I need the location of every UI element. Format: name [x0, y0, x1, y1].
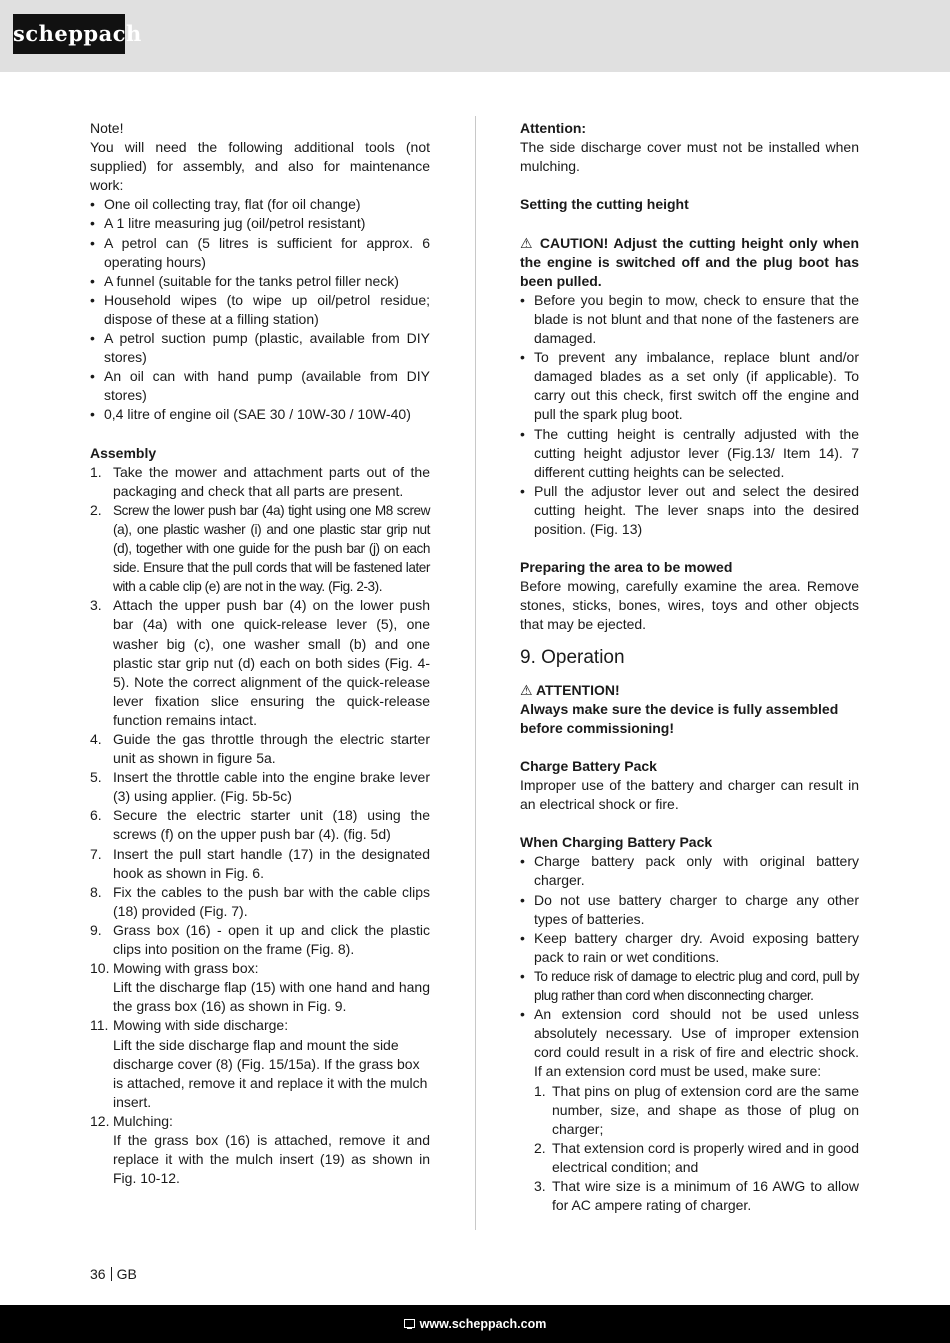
list-item: 10. Mowing with grass box: Lift the discharge flap (15) with one hand and hang the grass box (16) as shown in Fig. 9.: [90, 960, 430, 1015]
list-item: 6. Secure the electric starter unit (18) using the screws (f) on the upper push bar (4). (fig. 5d): [90, 807, 430, 843]
list-item: • A funnel (suitable for the tanks petrol filler neck): [90, 272, 430, 291]
list-item: 12. Mulching: If the grass box (16) is attached, remove it and replace it with the mulch insert (19) as shown in Fig. 10-12.: [90, 1112, 430, 1187]
scheppach-logo: scheppach: [13, 14, 125, 54]
page-header: [0, 0, 950, 72]
list-item: 3. That wire size is a minimum of 16 AWG to allow for AC ampere rating of charger.: [534, 1177, 859, 1214]
list-item: • Charge battery pack only with original battery charger.: [520, 852, 859, 890]
list-item: • A petrol suction pump (plastic, available from DIY stores): [90, 329, 430, 367]
list-item: 4. Guide the gas throttle through the electric starter unit as shown in figure 5a.: [90, 731, 430, 767]
right-column: [520, 119, 859, 1215]
attention-heading: Attention:: [520, 120, 587, 136]
assembly-heading: Assembly: [90, 444, 157, 461]
list-item: 2. That extension cord is properly wired and in good electrical condition; and: [534, 1139, 859, 1175]
list-item: 8. Fix the cables to the push bar with the cable clips (18) provided (Fig. 7).: [90, 883, 430, 919]
charging-heading: When Charging Battery Pack: [520, 834, 713, 851]
list-item: • Pull the adjustor lever out and select the desired cutting height. The lever snaps into the desired position. (Fig. 13): [520, 482, 859, 539]
page-number: 36 GB: [90, 1266, 137, 1282]
list-item: 11. Mowing with side discharge: Lift the side discharge flap and mount the side discharge cover (8) (Fig. 15/15a). If the grass box is attached, remove it and replace it with the mulch insert.: [90, 1017, 428, 1110]
extension-cord-list: [534, 1082, 859, 1216]
section-title: 9. Operation: [520, 646, 625, 668]
warning-icon: ⚠: [520, 234, 535, 251]
tools-list: [90, 195, 430, 424]
list-item: • One oil collecting tray, flat (for oil change): [90, 195, 430, 214]
warning-icon: ⚠: [520, 681, 533, 698]
website-link[interactable]: www.scheppach.com: [419, 1317, 547, 1331]
list-item: 1. That pins on plug of extension cord are the same number, size, and shape as those of plug on charger;: [534, 1082, 859, 1137]
list-item: • Keep battery charger dry. Avoid exposing battery pack to rain or wet conditions.: [520, 929, 859, 967]
battery-heading: Charge Battery Pack: [520, 757, 657, 774]
list-item: • An extension cord should not be used unless absolutely necessary. Use of improper extension cord could result in a risk of fire and electric shock. If an extension cord must be used, make sure: 1. That pins on plug of extension cord are the same number, size, and shape as those of plug on charger; 2. That extension cord is properly wired and in good electrical condition; and 3. That wire size is a minimum of 16 AWG to allow for AC ampere rating of charger.: [520, 1005, 859, 1215]
page-footer: [0, 1305, 950, 1343]
caution-text: ⚠ CAUTION! Adjust the cutting height only when the engine is switched off and the plug boot has been pulled.: [520, 234, 860, 289]
list-item: • Household wipes (to wipe up oil/petrol residue; dispose of these at a filling station): [90, 291, 430, 329]
list-item: 7. Insert the pull start handle (17) in the designated hook as shown in Fig. 6.: [90, 845, 430, 881]
list-item: 5. Insert the throttle cable into the engine brake lever (3) using applier. (Fig. 5b-5c): [90, 769, 430, 805]
list-item: • 0,4 litre of engine oil (SAE 30 / 10W-30 / 10W-40): [90, 405, 430, 424]
charging-list: [520, 852, 859, 1215]
list-item: • A 1 litre measuring jug (oil/petrol resistant): [90, 214, 430, 233]
list-item: • A petrol can (5 litres is sufficient for approx. 6 operating hours): [90, 234, 430, 272]
note-intro: You will need the following additional tools (not supplied) for assembly, and also for maintenance work:: [90, 139, 430, 194]
list-item: • The cutting height is centrally adjusted with the cutting height adjustor lever (Fig.13/ Item 14). 7 different cutting heights can be selected.: [520, 425, 859, 482]
battery-text: Improper use of the battery and charger can result in an electrical shock or fire.: [520, 777, 859, 813]
list-item: 1. Take the mower and attachment parts out of the packaging and check that all parts are present.: [90, 463, 430, 499]
note-title: Note!: [90, 120, 124, 136]
list-item: 2. Screw the lower push bar (4a) tight using one M8 screw (a), one plastic washer (i) and one plastic star grip nut (d), together with one guide for the push bar (j) on each side. Ensure that the pull cords that will be fastened later with a cable clip (e) are not in the way. (Fig. 2-3).: [90, 501, 430, 595]
assembly-warning-text: Always make sure the device is fully assembled before commissioning!: [520, 700, 839, 736]
list-item: • To reduce risk of damage to electric plug and cord, pull by plug rather than cord when disconnecting charger.: [520, 967, 859, 1005]
assembly-steps: [90, 463, 430, 1189]
list-item: • An oil can with hand pump (available from DIY stores): [90, 367, 430, 405]
cutting-height-list: [520, 291, 859, 539]
cutting-height-heading: Setting the cutting height: [520, 196, 689, 213]
list-item: • To prevent any imbalance, replace blunt and/or damaged blades as a set only (if applicable). To carry out this check, first switch off the engine and pull the spark plug boot.: [520, 348, 859, 424]
attention-text: The side discharge cover must not be installed when mulching.: [520, 139, 859, 175]
list-item: • Do not use battery charger to charge any other types of batteries.: [520, 891, 859, 929]
list-item: 3. Attach the upper push bar (4) on the lower push bar (4a) with one quick-release lever (5), one washer big (c), one washer small (b) and one plastic star grip nut (d) each on both sides (Fig. 4-5). Note the correct alignment of the quick-release lever fixation slice ensuring the quick-release function remains intact.: [90, 597, 430, 728]
monitor-icon: [404, 1319, 415, 1328]
left-column: [90, 119, 430, 1188]
area-heading: Preparing the area to be mowed: [520, 559, 733, 576]
list-item: 9. Grass box (16) - open it up and click the plastic clips into position on the frame (Fig. 8).: [90, 921, 430, 958]
list-item: • Before you begin to mow, check to ensure that the blade is not blunt and that none of the fasteners are damaged.: [520, 291, 859, 348]
column-divider: [475, 116, 476, 1230]
attention-warning: ⚠ ATTENTION!: [520, 681, 620, 698]
area-text: Before mowing, carefully examine the area. Remove stones, sticks, bones, wires, toys and other objects that may be ejected.: [520, 578, 859, 633]
